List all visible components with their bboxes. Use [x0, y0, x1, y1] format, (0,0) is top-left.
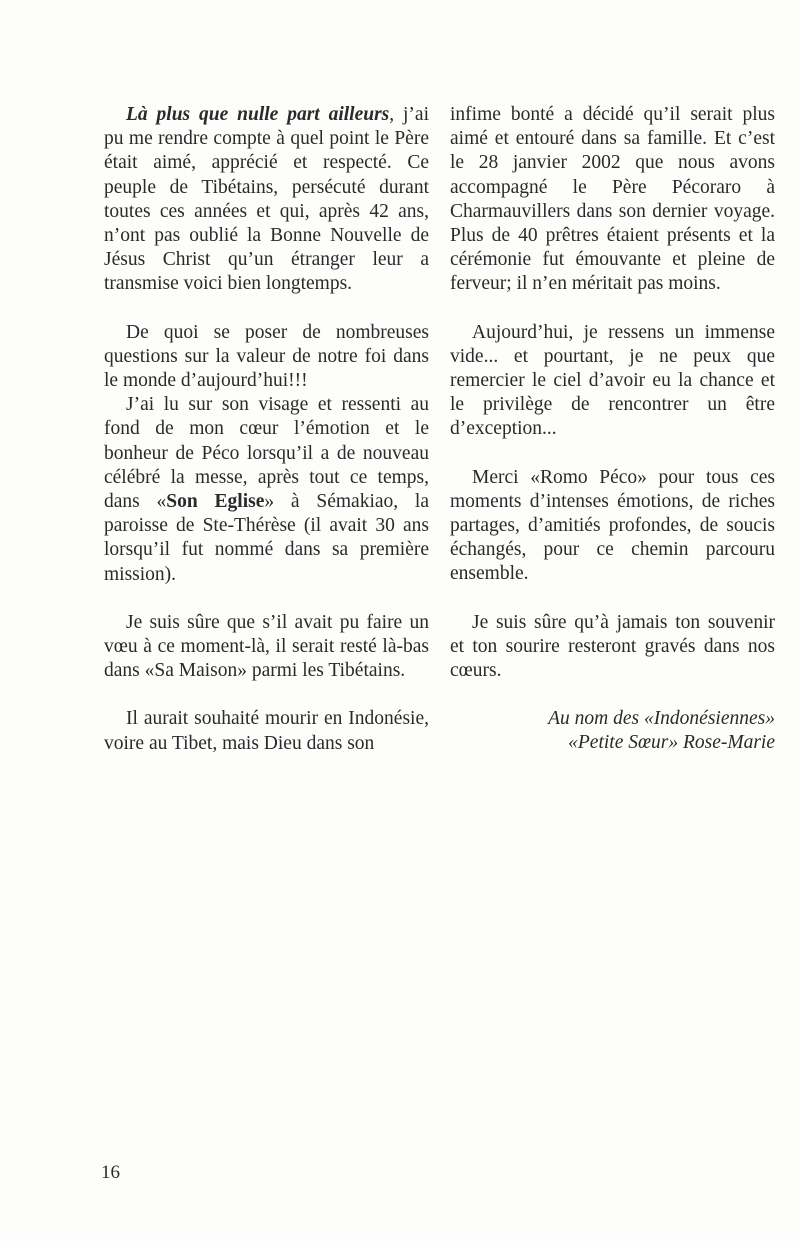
paragraph-6: infime bonté a décidé qu’il serait plus aimé et entouré dans sa famille. Et c’est le 28 janvier 2002 que nous avons accompagné le Père Pécoraro à Charmauvillers dans son dernier voyage. Plus de 40 prêtres étaient présents et la cérémonie fut émouvante et pleine de ferveur; il n’en méritait pas moins. — [450, 104, 775, 295]
paragraph-2: De quoi se poser de nombreuses questions sur la valeur de notre foi dans le monde d’aujourd’hui!!! — [104, 321, 429, 392]
left-column — [104, 103, 429, 756]
paragraph-3-after: » à Sémakiao, la paroisse de Ste-Thérèse (il avait 30 ans lorsqu’il fut nommé dans sa première mission). — [104, 491, 430, 585]
paragraph-9: Je suis sûre qu’à jamais ton souvenir et ton sourire resteront gravés dans nos cœurs. — [450, 611, 775, 682]
right-column — [450, 103, 775, 756]
paragraph-4: Je suis sûre que s’il avait pu faire un vœu à ce moment-là, il serait resté là-bas dans «Sa Maison» parmi les Tibétains. — [104, 611, 429, 682]
paragraph-3 — [104, 393, 429, 587]
page-number: 16 — [101, 1162, 120, 1183]
paragraph-7: Aujourd’hui, je ressens un immense vide... et pourtant, je ne peux que remercier le ciel d’avoir eu la chance et le privilège de rencontrer un être d’exception... — [450, 321, 775, 440]
paragraph-3-before: J’ai lu sur son visage et ressenti au fond de mon cœur l’émotion et le bonheur de Péco lorsqu’il a de nouveau célébré la messe, après tout ce temps, dans « — [104, 394, 429, 513]
paragraph-5: Il aurait souhaité mourir en Indonésie, voire au Tibet, mais Dieu dans son — [104, 708, 429, 754]
church-name: Son Eglise — [166, 491, 265, 513]
lead-phrase: Là plus que nulle part ailleurs — [126, 104, 390, 125]
signature-line-2: «Petite Sœur» Rose-Marie — [568, 732, 775, 754]
paragraph-1 — [104, 103, 429, 297]
paragraph-1-text: , j’ai pu me rendre compte à quel point le Père était aimé, apprécié et respecté. Ce peuple de Tibétains, persécuté durant toutes ces années et qui, après 42 ans, n’ont pas oublié la Bonne Nouvelle de Jésus Christ qu’un étranger leur a transmise voici bien longtemps. — [104, 104, 429, 295]
paragraph-8: Merci «Romo Péco» pour tous ces moments d’intenses émotions, de riches partages, d’amitiés profondes, de soucis échangés, pour ce chemin parcouru ensemble. — [450, 466, 775, 585]
signature-line-1: Au nom des «Indonésiennes» — [548, 708, 775, 730]
